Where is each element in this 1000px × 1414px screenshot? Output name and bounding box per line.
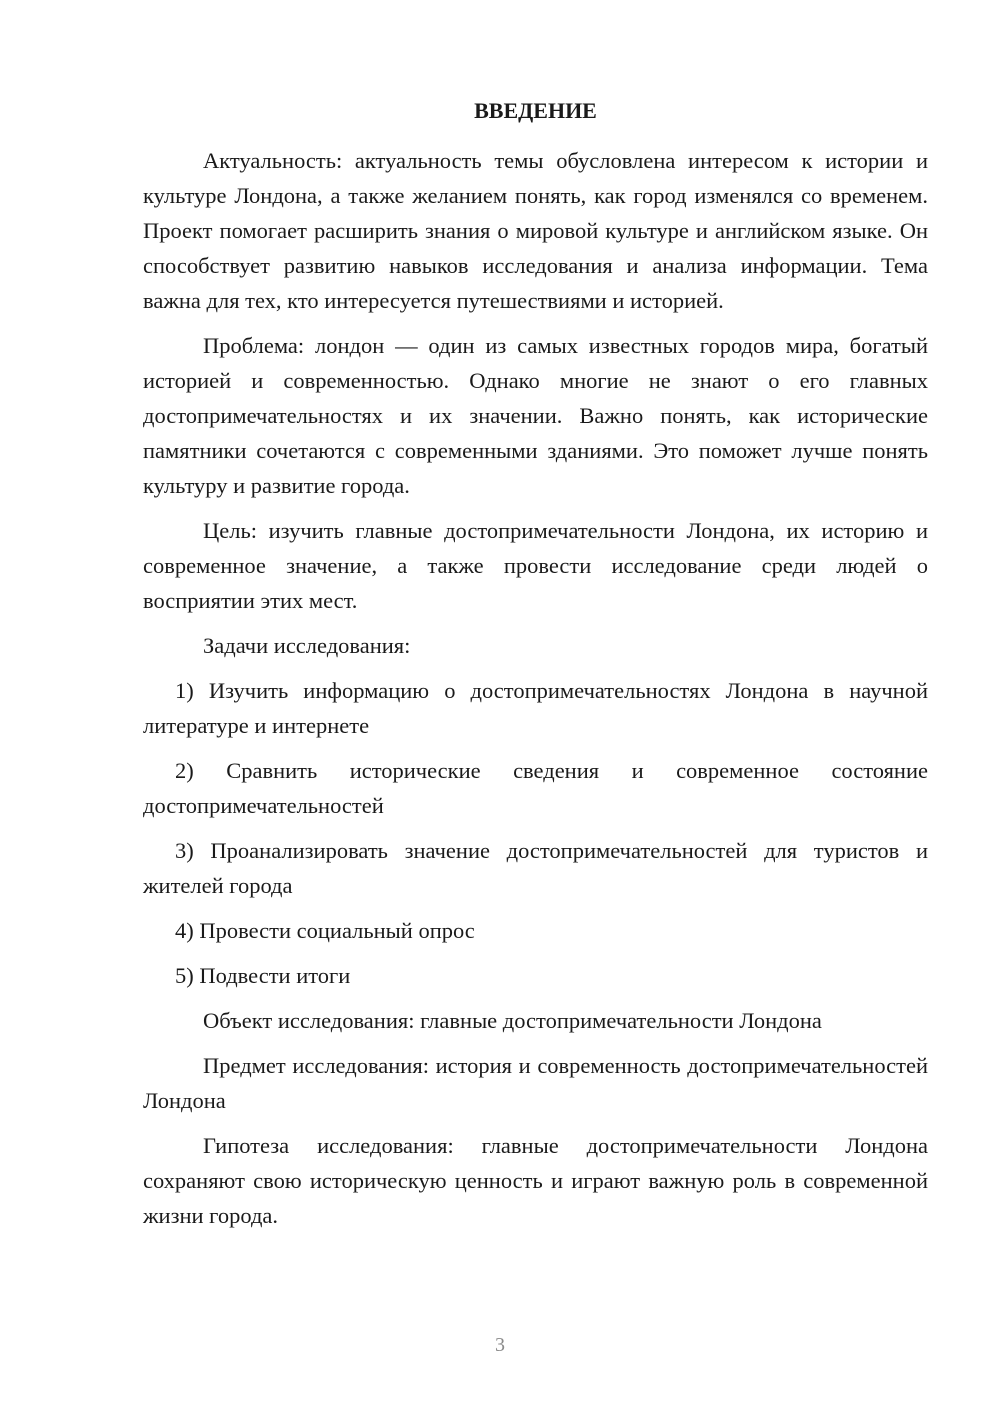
task-item-3: 3) Проанализировать значение достопримечательностей для туристов и жителей города — [143, 838, 928, 898]
section-heading: ВВЕДЕНИЕ — [474, 98, 597, 123]
object-paragraph: Объект исследования: главные достопримечательности Лондона — [203, 1008, 822, 1033]
document-body — [143, 143, 928, 1243]
tasks-title: Задачи исследования: — [203, 633, 411, 658]
task-item-4: 4) Провести социальный опрос — [175, 918, 475, 943]
task-item-5: 5) Подвести итоги — [175, 963, 351, 988]
relevance-paragraph: Актуальность: актуальность темы обусловлена интересом к истории и культуре Лондона, а также желанием понять, как город изменялся со временем. Проект помогает расширить знания о мировой культуре и английском языке. Он способствует развитию навыков исследования и анализа информации. Тема важна для тех, кто интересуется путешествиями и историей. — [143, 148, 928, 313]
page-number: 3 — [495, 1334, 505, 1356]
task-item-2: 2) Сравнить исторические сведения и современное состояние достопримечательностей — [143, 758, 928, 818]
hypothesis-paragraph: Гипотеза исследования: главные достопримечательности Лондона сохраняют свою историческую ценность и играют важную роль в современной жизни города. — [143, 1133, 928, 1228]
task-item-1: 1) Изучить информацию о достопримечательностях Лондона в научной литературе и интернете — [143, 678, 928, 738]
subject-paragraph: Предмет исследования: история и современность достопримечательностей Лондона — [143, 1053, 928, 1113]
problem-paragraph: Проблема: лондон — один из самых известных городов мира, богатый историей и современностью. Однако многие не знают о его главных достопримечательностях и их значении. Важно понять, как исторические памятники сочетаются с современными зданиями. Это поможет лучше понять культуру и развитие города. — [143, 333, 928, 498]
goal-paragraph: Цель: изучить главные достопримечательности Лондона, их историю и современное значение, а также провести исследование среди людей о восприятии этих мест. — [143, 518, 928, 613]
